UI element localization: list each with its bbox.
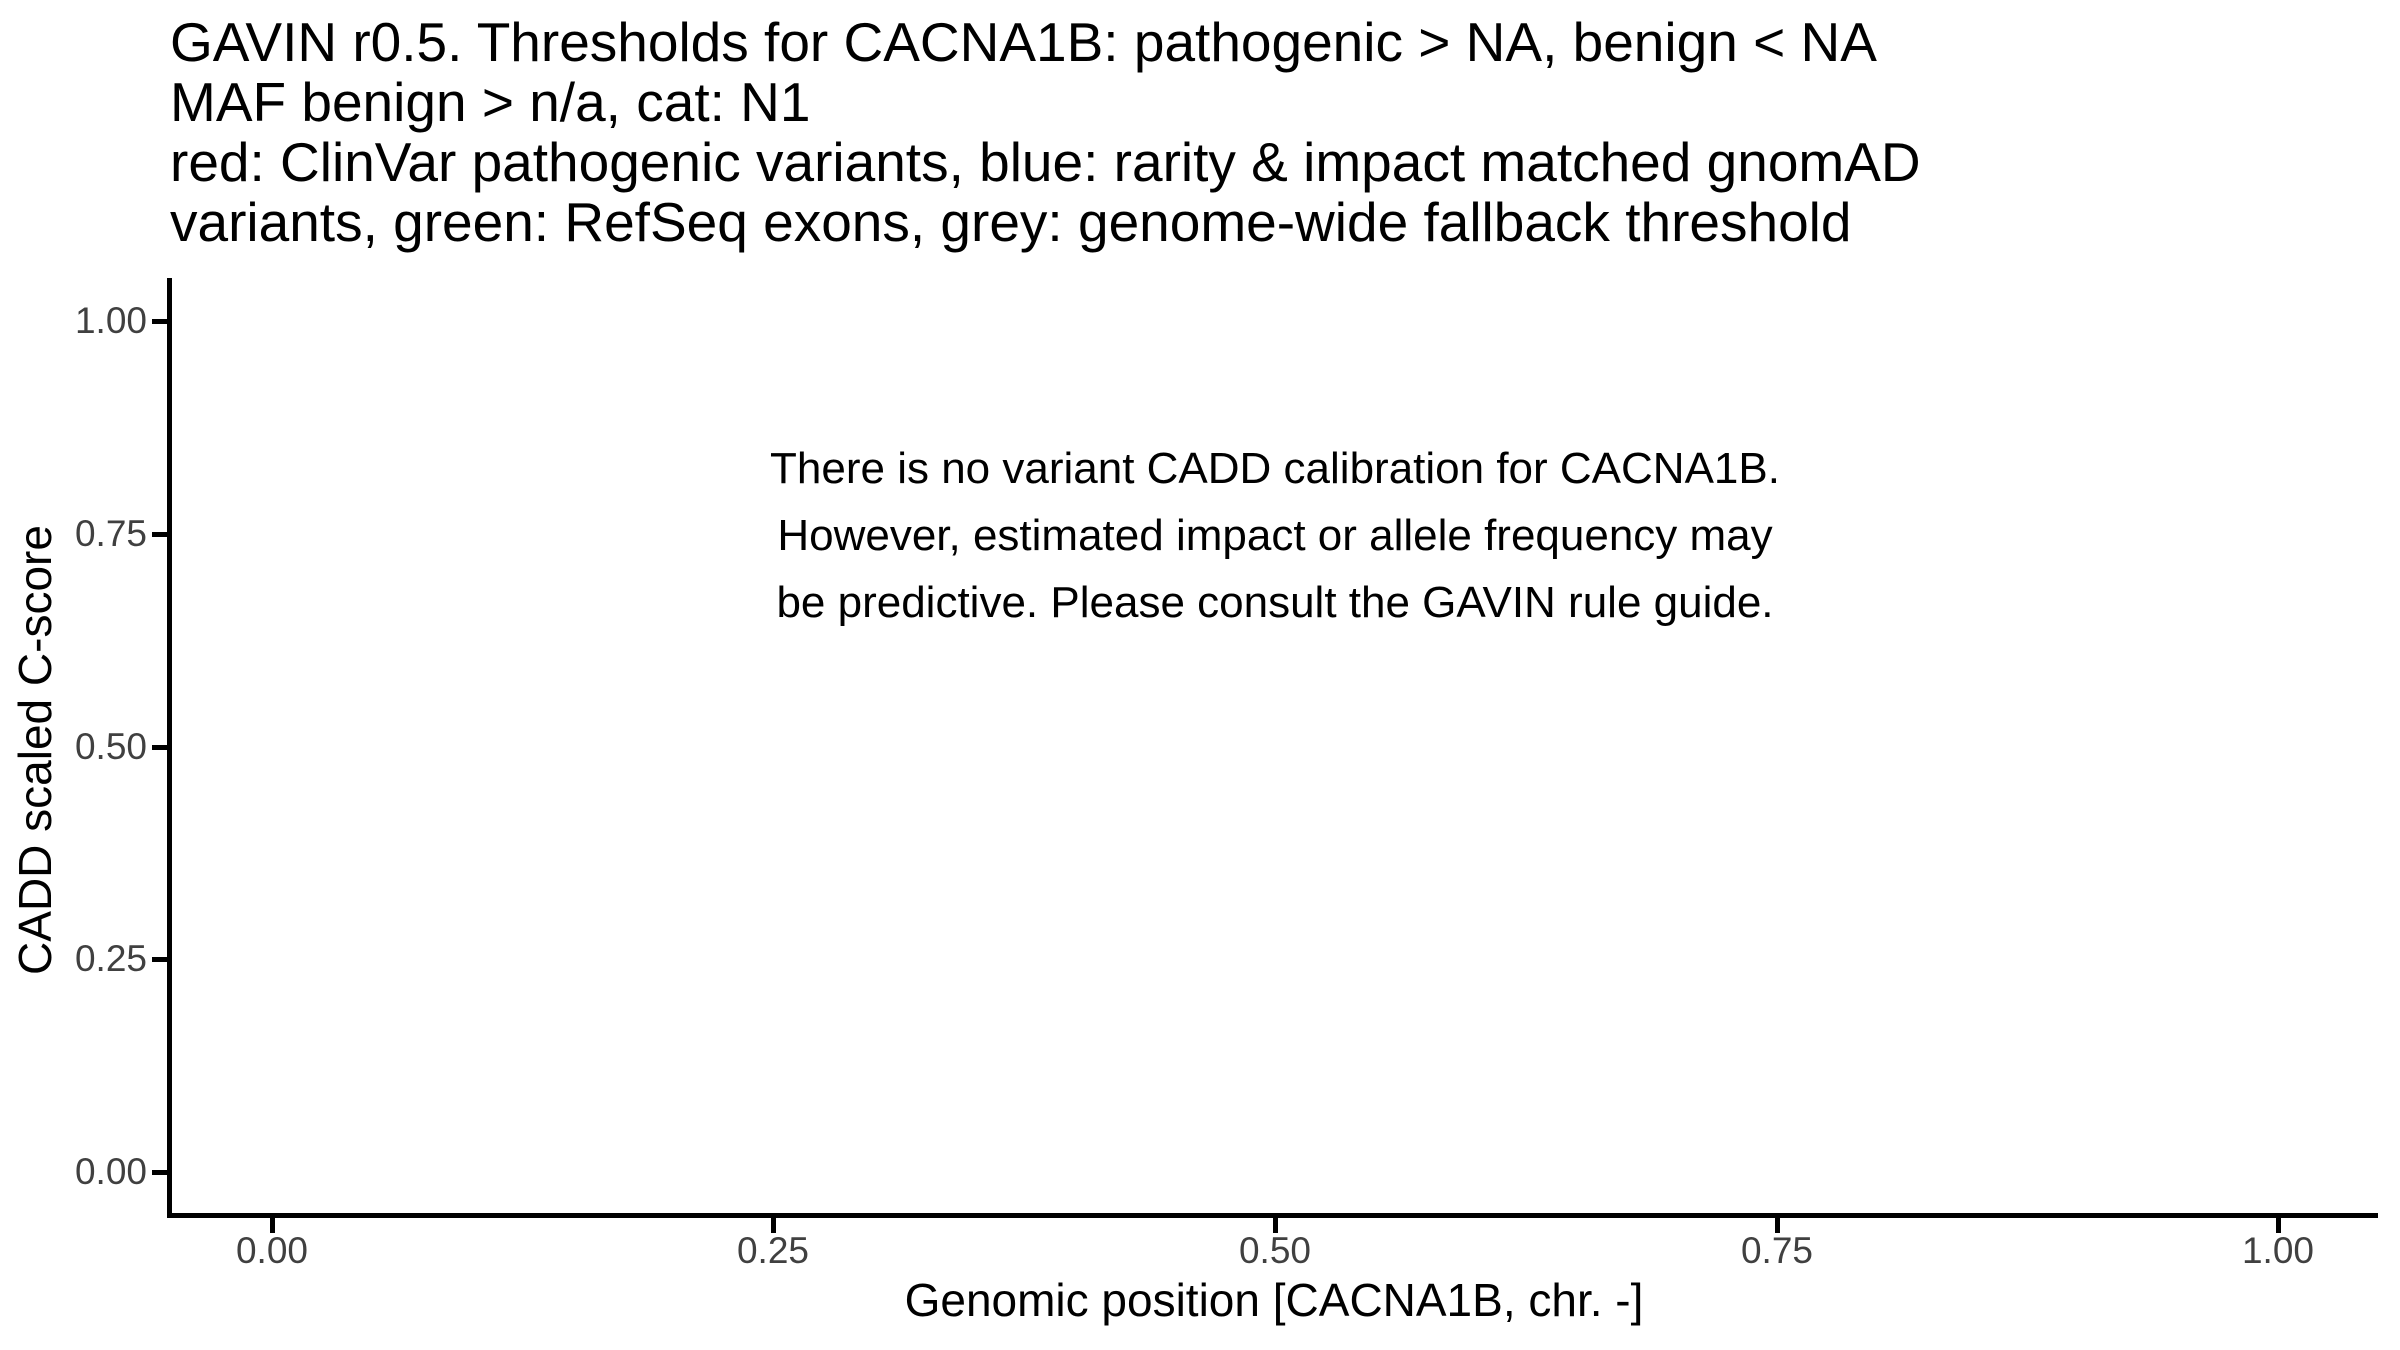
plot-title-line-1: GAVIN r0.5. Thresholds for CACNA1B: pathogenic > NA, benign < NA [170, 11, 1877, 73]
y-tick-label: 0.25 [74, 938, 147, 979]
x-tick-label: 1.00 [2241, 1230, 2314, 1271]
y-tick-mark [152, 745, 167, 750]
x-axis-title: Genomic position [CACNA1B, chr. -] [904, 1274, 1644, 1326]
y-tick-mark [152, 532, 167, 537]
annotation-line-2: However, estimated impact or allele frequency may [777, 511, 1773, 560]
plot-title [170, 12, 1921, 252]
annotation-line-1: There is no variant CADD calibration for CACNA1B. [770, 444, 1780, 493]
x-tick-label: 0.25 [736, 1230, 809, 1271]
y-tick-mark [152, 957, 167, 962]
x-tick-label: 0.00 [235, 1230, 308, 1271]
y-tick-label: 0.75 [74, 513, 147, 554]
annotation-line-3: be predictive. Please consult the GAVIN rule guide. [776, 578, 1774, 627]
y-tick-label: 0.00 [74, 1151, 147, 1192]
y-tick-mark [152, 1170, 167, 1175]
y-tick-label: 0.50 [74, 726, 147, 767]
plot-title-line-3: red: ClinVar pathogenic variants, blue: rarity & impact matched gnomAD [170, 131, 1921, 193]
y-axis-title: CADD scaled C-score [9, 525, 61, 975]
y-tick-mark [152, 319, 167, 324]
y-tick-label: 1.00 [74, 300, 147, 341]
plot-title-line-2: MAF benign > n/a, cat: N1 [170, 71, 811, 133]
y-axis-line [167, 278, 172, 1218]
x-tick-label: 0.75 [1740, 1230, 1813, 1271]
plot-title-line-4: variants, green: RefSeq exons, grey: genome-wide fallback threshold [170, 191, 1852, 253]
x-tick-label: 0.50 [1238, 1230, 1311, 1271]
plot-annotation [770, 435, 1780, 636]
